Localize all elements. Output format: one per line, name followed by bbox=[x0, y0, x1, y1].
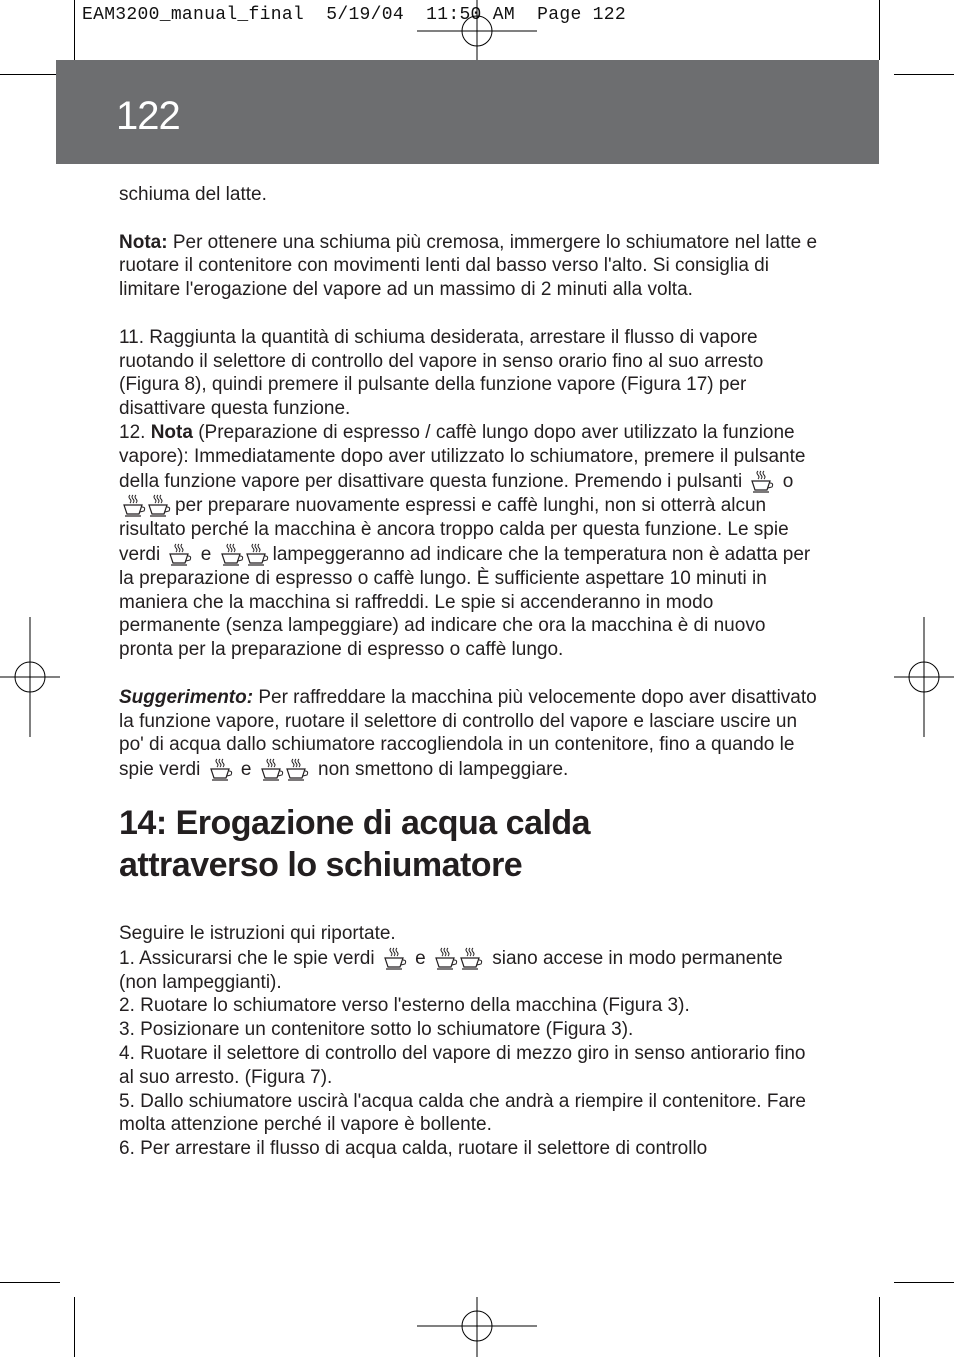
double-cup-icon bbox=[259, 757, 311, 781]
section-step-2: 2. Ruotare lo schiumatore verso l'esterno della macchina (Figura 3). bbox=[119, 995, 690, 1017]
step-text: per preparare nuovamente espressi e caffè lunghi, non si otterrà alcun risultato perché la macchina è ancora troppo calda per questa funzione. Le spie verdi bbox=[119, 495, 789, 565]
registration-mark-bottom bbox=[417, 1297, 537, 1357]
section-step-6: 6. Per arrestare il flusso di acqua calda, ruotare il selettore di controllo bbox=[119, 1138, 708, 1160]
single-cup-icon bbox=[382, 946, 408, 970]
crop-mark bbox=[0, 74, 60, 75]
section-step-1 bbox=[119, 946, 819, 995]
single-cup-icon bbox=[208, 757, 234, 781]
step-text: 1. Assicurarsi che le spie verdi bbox=[119, 947, 380, 969]
step-text: lampeggeranno ad indicare che la temperatura non è adatta per la preparazione di espresso o caffè lungo. È sufficiente aspettare 10 minuti in maniera che la macchina si raffreddi. Le spie si accenderanno in modo permanente (senza lampeggiare) ad indicare che ora la macchina è di nuovo pronta per la preparazione di espresso o caffè lungo. bbox=[119, 543, 811, 661]
crop-mark bbox=[74, 1297, 75, 1357]
registration-mark-right bbox=[894, 617, 954, 737]
slug-line: EAM3200_manual_final 5/19/04 11:50 AM Page 122 bbox=[82, 5, 626, 25]
single-cup-icon bbox=[749, 469, 775, 493]
step-text: (Preparazione di espresso / caffè lungo dopo aver utilizzato la funzione vapore): Immediatamente dopo aver utilizzato lo schiumatore, premere il pulsante della funzione vapore per disattivare questa funzione. Premendo i pulsanti bbox=[119, 421, 806, 492]
section-heading-line: 14: Erogazione di acqua calda bbox=[119, 803, 591, 842]
crop-mark bbox=[879, 1297, 880, 1357]
section-intro: Seguire le istruzioni qui riportate. bbox=[119, 922, 396, 944]
crop-mark bbox=[0, 1282, 60, 1283]
section-heading bbox=[119, 802, 819, 886]
step-number: 12. bbox=[119, 421, 151, 443]
step-12 bbox=[119, 421, 819, 662]
double-cup-icon bbox=[121, 493, 173, 517]
page-header-band bbox=[56, 60, 879, 164]
crop-mark bbox=[879, 0, 880, 60]
tip-text: Per raffreddare la macchina più velocemente dopo aver disattivato la funzione vapore, ruotare il selettore di controllo del vapore e lasciare uscire un po' di acqua dallo schiumatore raccogliendola in un contenitore, fino a quando le spie verdi bbox=[119, 686, 817, 781]
tip-label: Suggerimento: bbox=[119, 686, 254, 708]
tip-text: non smettono di lampeggiare. bbox=[312, 759, 569, 781]
crop-mark bbox=[894, 74, 954, 75]
crop-mark bbox=[74, 0, 75, 60]
registration-mark-left bbox=[0, 617, 60, 737]
step-11: 11. Raggiunta la quantità di schiuma desiderata, arrestare il flusso di vapore ruotando il selettore di controllo del vapore in senso orario fino al suo arresto (Figura 8), quindi premere il pulsante della funzione vapore (Figura 17) per disattivare questa funzione. bbox=[119, 326, 764, 420]
page-body bbox=[119, 183, 819, 1161]
registration-mark-top bbox=[417, 0, 537, 60]
section-heading-line: attraverso lo schiumatore bbox=[119, 845, 523, 884]
section-step-4: 4. Ruotare il selettore di controllo del vapore di mezzo giro in senso antiorario fino al suo arresto. (Figura 7). bbox=[119, 1042, 806, 1088]
step-text: siano accese in modo permanente (non lampeggianti). bbox=[119, 947, 783, 993]
note-text: Per ottenere una schiuma più cremosa, immergere lo schiumatore nel latte e ruotare il contenitore con movimenti lenti dal basso verso l'alto. Si consiglia di limitare l'erogazione del vapore ad un massimo di 2 minuti alla volta. bbox=[119, 231, 818, 301]
double-cup-icon bbox=[219, 542, 271, 566]
double-cup-icon bbox=[433, 946, 485, 970]
crop-mark bbox=[894, 1282, 954, 1283]
tip-paragraph bbox=[119, 686, 819, 782]
paragraph: schiuma del latte. bbox=[119, 184, 267, 205]
step-text: e bbox=[409, 947, 431, 969]
page-number: 122 bbox=[116, 94, 180, 138]
note-label: Nota: bbox=[119, 231, 168, 253]
section-step-5: 5. Dallo schiumatore uscirà l'acqua calda che andrà a riempire il contenitore. Fare molta attenzione perché il vapore è bollente. bbox=[119, 1090, 806, 1136]
step-text: e bbox=[195, 543, 217, 565]
step-text: o bbox=[777, 470, 794, 492]
single-cup-icon bbox=[167, 542, 193, 566]
note-paragraph bbox=[119, 231, 819, 302]
section-step-3: 3. Posizionare un contenitore sotto lo schiumatore (Figura 3). bbox=[119, 1019, 634, 1041]
tip-text: e bbox=[235, 759, 257, 781]
note-label: Nota bbox=[150, 421, 193, 443]
